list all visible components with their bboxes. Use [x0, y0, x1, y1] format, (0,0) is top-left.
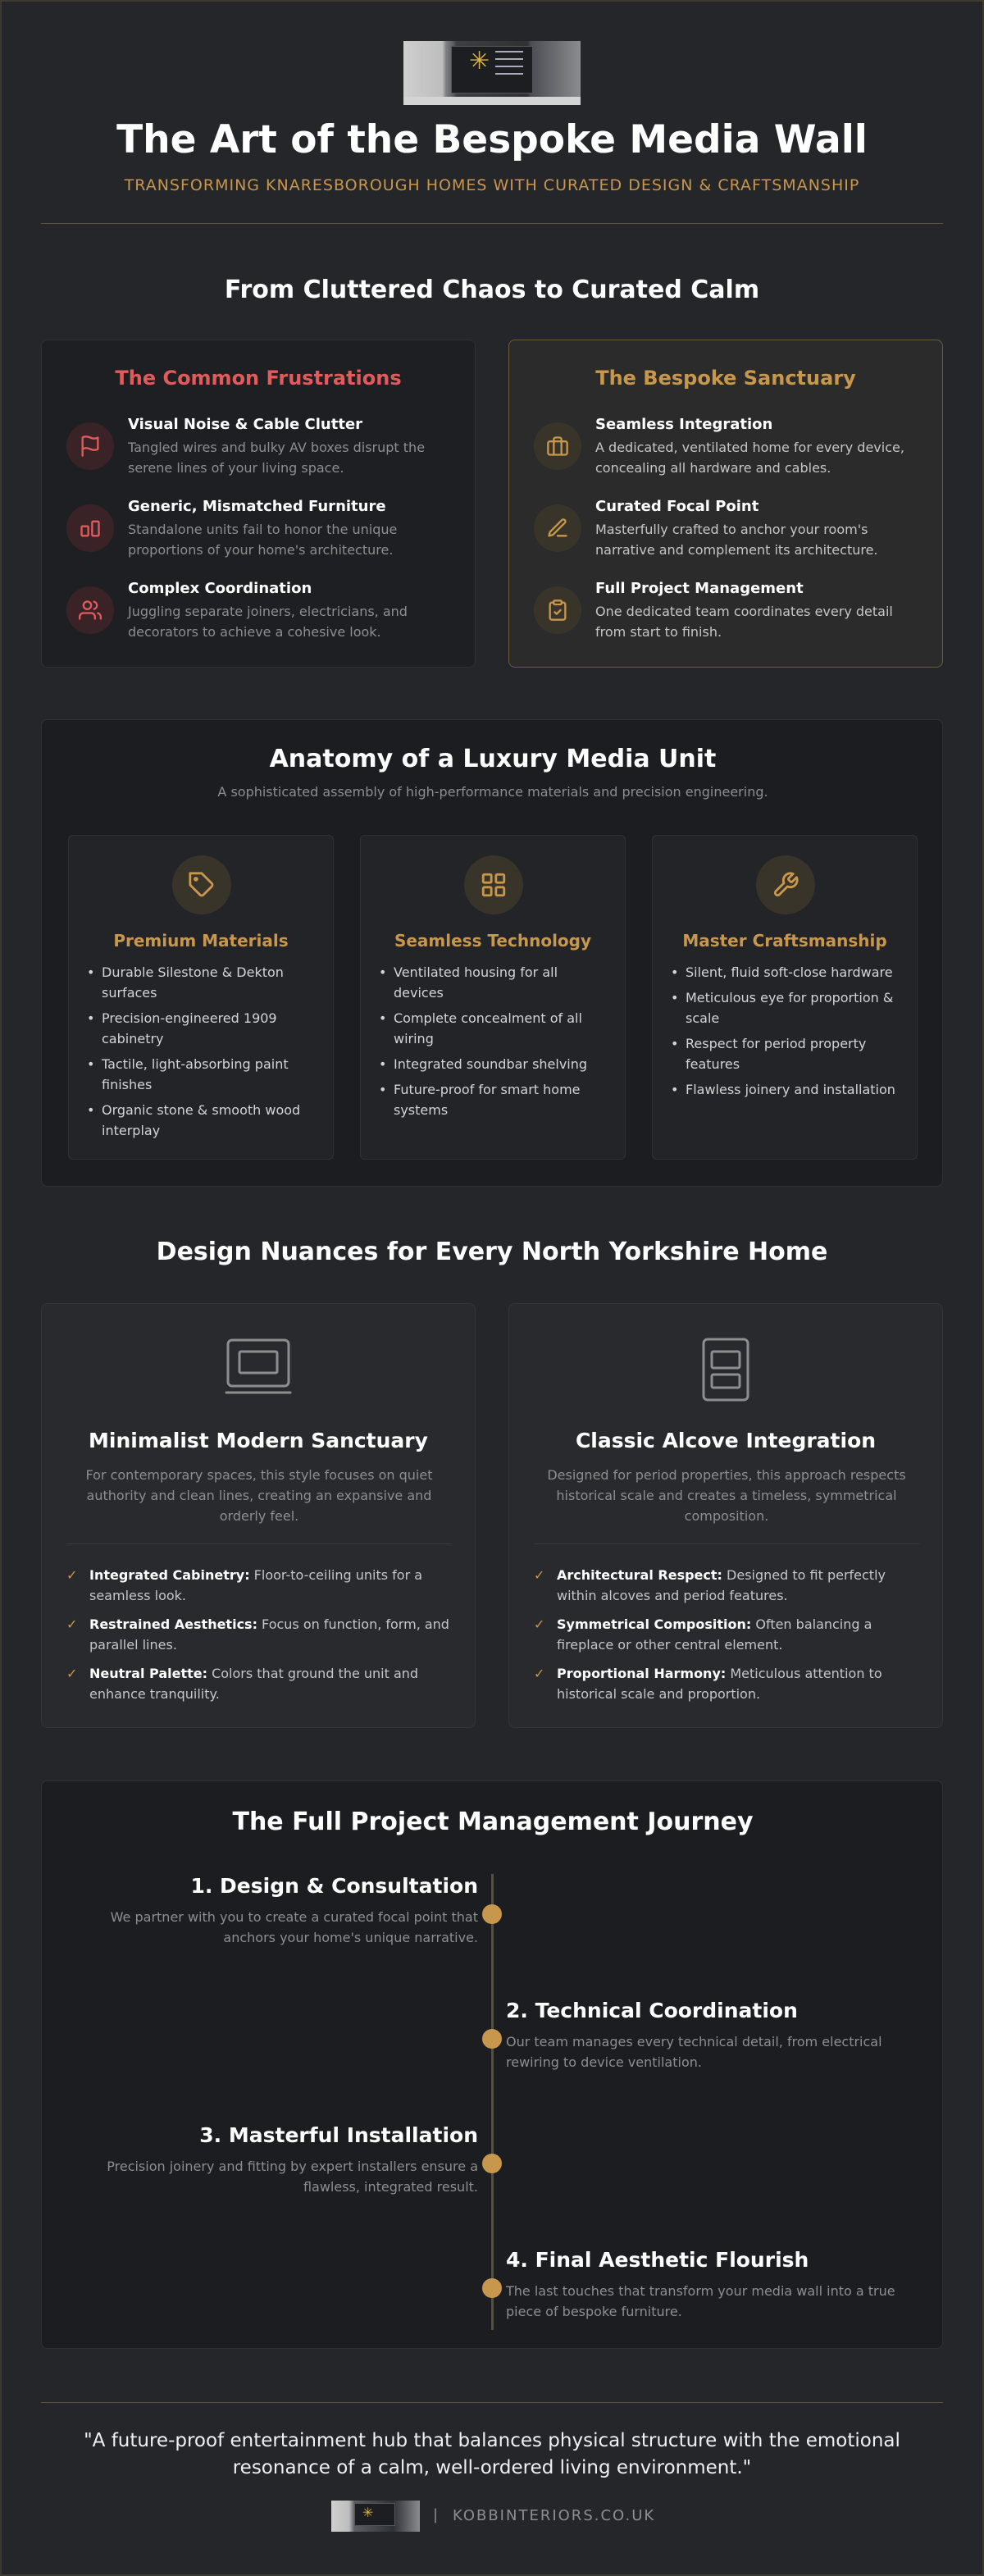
flag-icon — [66, 422, 114, 470]
mismatched-blocks-icon — [66, 504, 114, 552]
anatomy-subtitle: A sophisticated assembly of high-performance materials and precision engineering. — [217, 784, 768, 800]
check-icon: ✓ — [66, 1666, 78, 1681]
briefcase-icon — [534, 422, 581, 470]
frustration-item-desc: Standalone units fail to honor the unique proportions of your home's architecture. — [128, 522, 398, 558]
nuance-point-label: Restrained Aesthetics: — [89, 1616, 257, 1632]
anatomy-list-item: • Durable Silestone & Dekton surfaces — [102, 962, 315, 1003]
journey-step-desc: We partner with you to create a curated focal point that anchors your home's unique narrative. — [110, 1909, 478, 1945]
check-icon: ✓ — [66, 1616, 78, 1632]
anatomy-column-technology — [360, 835, 626, 1160]
nuance-point-text: Floor-to-ceiling units for a seamless look. — [89, 1567, 423, 1603]
journey-section — [41, 1780, 943, 2349]
clipboard-check-icon — [534, 586, 581, 634]
anatomy-column-title: Seamless Technology — [394, 931, 592, 951]
anatomy-column-title: Premium Materials — [113, 931, 289, 951]
people-icon — [66, 586, 114, 634]
comparison-section-title: From Cluttered Chaos to Curated Calm — [224, 276, 760, 304]
frustration-item-title: Visual Noise & Cable Clutter — [128, 416, 363, 433]
nuance-point — [534, 1614, 919, 1655]
nuance-card-title: Minimalist Modern Sanctuary — [89, 1429, 428, 1452]
nuance-point-label: Symmetrical Composition: — [557, 1616, 752, 1632]
footer-separator: | — [433, 2506, 439, 2524]
sanctuary-title: The Bespoke Sanctuary — [595, 367, 856, 390]
nuance-point-label: Integrated Cabinetry: — [89, 1567, 250, 1583]
frustration-item — [66, 580, 444, 645]
journey-title: The Full Project Management Journey — [232, 1808, 754, 1836]
sanctuary-item-desc: A dedicated, ventilated home for every device, concealing all hardware and cables. — [595, 440, 904, 476]
nuances-section-title: Design Nuances for Every North Yorkshire Home — [156, 1238, 828, 1266]
footer-logo-image: ✳ — [331, 2501, 420, 2532]
nuance-point — [66, 1565, 452, 1606]
anatomy-section — [41, 719, 943, 1187]
check-icon: ✓ — [66, 1567, 78, 1583]
sanctuary-item-title: Curated Focal Point — [595, 498, 759, 515]
grid-icon — [464, 855, 523, 914]
nuance-point — [66, 1614, 452, 1655]
anatomy-list-item: • Ventilated housing for all devices — [394, 962, 607, 1003]
pen-icon — [534, 504, 581, 552]
journey-step-title: 2. Technical Coordination — [506, 1999, 798, 2022]
page-subtitle: TRANSFORMING KNARESBOROUGH HOMES WITH CURATED DESIGN & CRAFTSMANSHIP — [124, 176, 860, 194]
journey-step-desc: Our team manages every technical detail, from electrical rewiring to device ventilation. — [506, 2034, 882, 2070]
sanctuary-card — [508, 340, 943, 668]
nuance-point-list — [66, 1565, 452, 1712]
frustration-item — [66, 498, 444, 563]
nuance-card-minimalist — [41, 1303, 476, 1728]
sanctuary-item-title: Full Project Management — [595, 580, 804, 597]
frustration-item-desc: Juggling separate joiners, electricians, and decorators to achieve a cohesive look. — [128, 604, 408, 640]
frustration-item-title: Complex Coordination — [128, 580, 312, 597]
nuance-card-divider — [534, 1543, 919, 1544]
journey-step-desc: Precision joinery and fitting by expert installers ensure a flawless, integrated result. — [107, 2159, 478, 2195]
anatomy-column-craftsmanship — [652, 835, 918, 1160]
frustration-item — [66, 416, 444, 481]
cabinet-icon — [509, 1337, 942, 1402]
sanctuary-item-desc: Masterfully crafted to anchor your room's narrative and complement its architecture. — [595, 522, 878, 558]
nuance-point-list — [534, 1565, 919, 1712]
nuance-point-text: Designed to fit perfectly within alcoves and period features. — [557, 1567, 886, 1603]
sanctuary-item — [534, 498, 911, 563]
anatomy-list-item: • Flawless joinery and installation — [686, 1079, 899, 1100]
anatomy-list-item: • Complete concealment of all wiring — [394, 1008, 607, 1049]
sanctuary-item — [534, 416, 911, 481]
frustration-item-title: Generic, Mismatched Furniture — [128, 498, 386, 515]
journey-step-title: 3. Masterful Installation — [199, 2123, 478, 2147]
nuance-point-text: Often balancing a fireplace or other central element. — [557, 1616, 872, 1653]
anatomy-list-item: • Precision-engineered 1909 cabinetry — [102, 1008, 315, 1049]
anatomy-title: Anatomy of a Luxury Media Unit — [269, 745, 717, 773]
nuance-point-text: Meticulous attention to historical scale and proportion. — [557, 1666, 882, 1702]
nuance-card-divider — [66, 1543, 452, 1544]
footer-website-link[interactable]: KOBBINTERIORS.CO.UK — [453, 2507, 656, 2524]
sanctuary-item-desc: One dedicated team coordinates every detail from start to finish. — [595, 604, 893, 640]
nuance-card-desc: For contemporary spaces, this style focuses on quiet authority and clean lines, creating an expansive and orderly feel. — [85, 1467, 433, 1524]
sanctuary-item — [534, 580, 911, 645]
frustration-item-desc: Tangled wires and bulky AV boxes disrupt the serene lines of your living space. — [128, 440, 426, 476]
tag-icon — [172, 855, 231, 914]
timeline-line — [491, 1874, 494, 2330]
header-logo-image: ✳ — [403, 41, 581, 105]
anatomy-list-item: • Tactile, light-absorbing paint finishes — [102, 1054, 315, 1095]
footer-divider — [41, 2402, 943, 2403]
timeline-dot — [482, 2029, 502, 2049]
nuance-card-title: Classic Alcove Integration — [575, 1429, 877, 1452]
nuance-point-text: Focus on function, form, and parallel lines. — [89, 1616, 449, 1653]
nuance-point — [534, 1565, 919, 1606]
check-icon: ✓ — [534, 1567, 545, 1583]
anatomy-list-item: • Future-proof for smart home systems — [394, 1079, 607, 1120]
laptop-icon — [42, 1337, 475, 1396]
anatomy-list-item: • Organic stone & smooth wood interplay — [102, 1100, 315, 1141]
nuance-point-text: Colors that ground the unit and enhance tranquility. — [89, 1666, 419, 1702]
anatomy-list-item: • Respect for period property features — [686, 1033, 899, 1074]
frustrations-title: The Common Frustrations — [115, 367, 402, 390]
timeline-dot — [482, 1904, 502, 1924]
journey-step-title: 4. Final Aesthetic Flourish — [506, 2248, 809, 2272]
timeline-dot — [482, 2278, 502, 2298]
nuance-point-label: Neutral Palette: — [89, 1666, 207, 1681]
anatomy-list-item: • Silent, fluid soft-close hardware — [686, 962, 899, 983]
footer-quote: "A future-proof entertainment hub that balances physical structure with the emotional resonance of a calm, well-ordered living environment." — [84, 2430, 900, 2478]
check-icon: ✓ — [534, 1616, 545, 1632]
page-title: The Art of the Bespoke Media Wall — [116, 117, 868, 162]
nuance-point — [66, 1663, 452, 1704]
nuance-card-classic — [508, 1303, 943, 1728]
journey-step-title: 1. Design & Consultation — [190, 1874, 478, 1898]
nuance-point-label: Architectural Respect: — [557, 1567, 722, 1583]
header-divider — [41, 223, 943, 224]
journey-step-desc: The last touches that transform your media wall into a true piece of bespoke furniture. — [506, 2283, 895, 2319]
check-icon: ✓ — [534, 1666, 545, 1681]
nuance-point — [534, 1663, 919, 1704]
frustrations-card — [41, 340, 476, 668]
wrench-icon — [756, 855, 815, 914]
anatomy-column-title: Master Craftsmanship — [682, 931, 887, 951]
timeline-dot — [482, 2154, 502, 2173]
nuance-card-desc: Designed for period properties, this approach respects historical scale and creates a timeless, symmetrical composition. — [547, 1467, 906, 1524]
sanctuary-item-title: Seamless Integration — [595, 416, 773, 433]
nuance-point-label: Proportional Harmony: — [557, 1666, 727, 1681]
anatomy-list-item: • Meticulous eye for proportion & scale — [686, 987, 899, 1028]
anatomy-column-materials — [68, 835, 334, 1160]
anatomy-list-item: • Integrated soundbar shelving — [394, 1054, 607, 1074]
